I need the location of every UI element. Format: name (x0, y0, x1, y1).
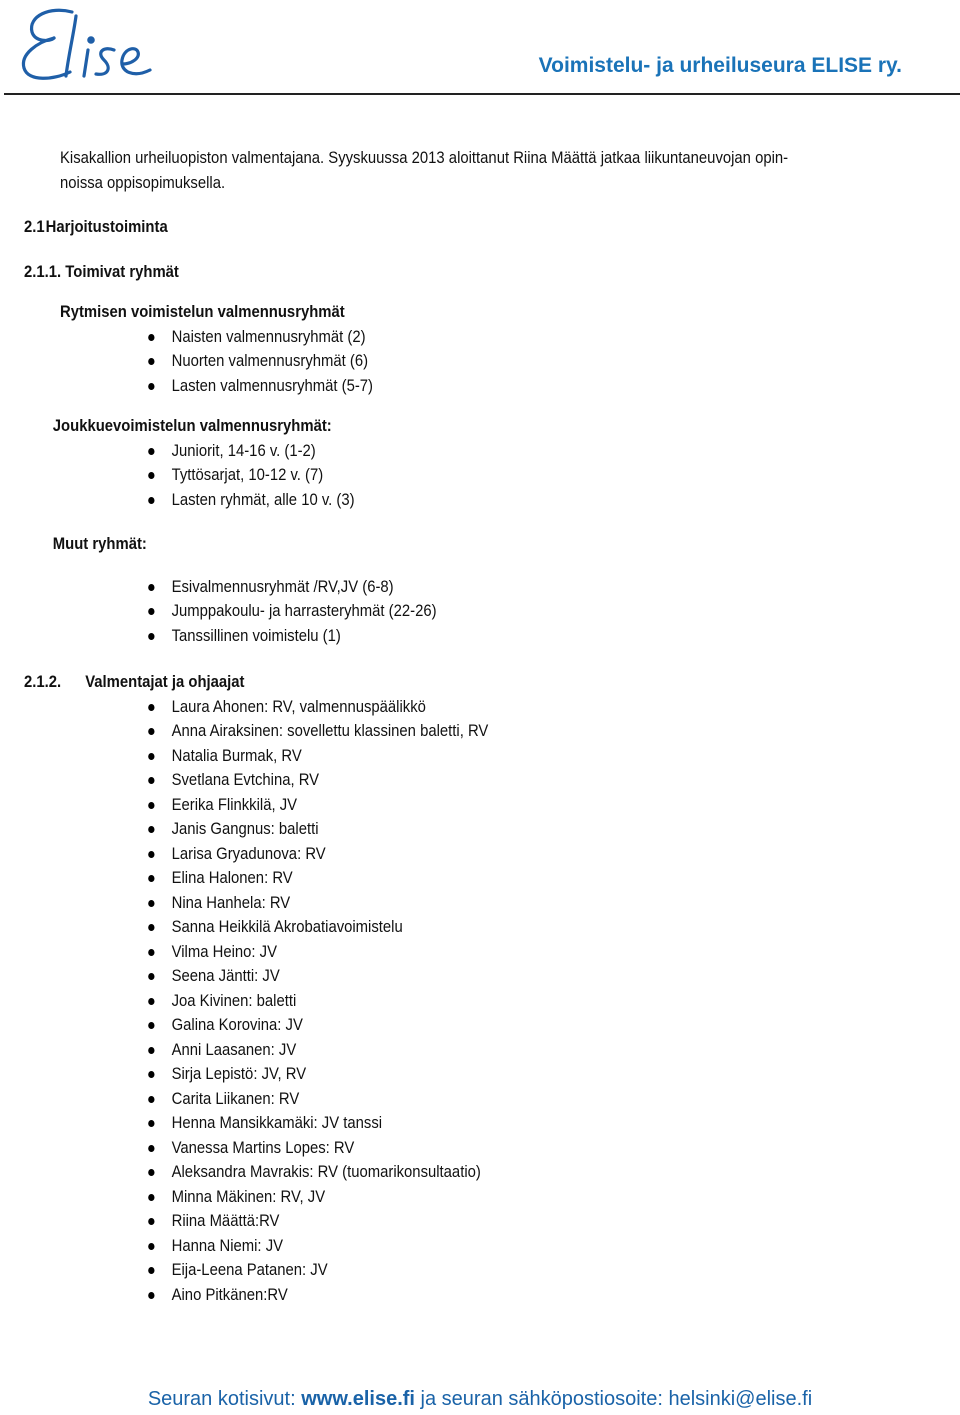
elise-logo (10, 2, 170, 92)
group-title-joukkue: Joukkuevoimistelun valmennusryhmät: (52, 417, 332, 435)
list-item: Janis Gangnus: baletti (60, 817, 834, 842)
intro-line-1: Kisakallion urheiluopiston valmentajana. Syyskuussa 2013 aloittanut Riina Määttä jatkaa liikuntaneuvojan opin- (60, 149, 789, 167)
list-item: Lasten ryhmät, alle 10 v. (3) (60, 488, 834, 513)
list-item: Vanessa Martins Lopes: RV (60, 1136, 834, 1161)
group-list-joukkue (60, 439, 834, 513)
email-link[interactable]: helsinki@elise.fi (668, 1388, 813, 1410)
list-item: Riina Määttä:RV (60, 1209, 834, 1234)
section-title: Harjoitustoiminta (45, 218, 168, 236)
page-header (0, 0, 960, 96)
list-item: Eija-Leena Patanen: JV (60, 1258, 834, 1283)
list-item: Sirja Lepistö: JV, RV (60, 1062, 834, 1087)
list-item: Nuorten valmennusryhmät (6) (60, 349, 834, 374)
list-item: Lasten valmennusryhmät (5-7) (60, 374, 834, 399)
section-heading-2-1-1: 2.1.1. Toimivat ryhmät (24, 262, 179, 281)
list-item: Aino Pitkänen:RV (60, 1283, 834, 1308)
list-item: Natalia Burmak, RV (60, 744, 834, 769)
list-item: Carita Liikanen: RV (60, 1087, 834, 1112)
page-footer (0, 1388, 960, 1411)
list-item: Seena Jäntti: JV (60, 964, 834, 989)
group-list-muut (60, 575, 834, 649)
intro-line-2: noissa oppisopimuksella. (60, 173, 226, 192)
list-item: Eerika Flinkkilä, JV (60, 793, 834, 818)
list-item: Laura Ahonen: RV, valmennuspäälikkö (60, 695, 834, 720)
list-item: Joa Kivinen: baletti (60, 989, 834, 1014)
footer-middle: ja seuran sähköpostiosoite: (414, 1388, 669, 1410)
list-item: Naisten valmennusryhmät (2) (60, 325, 834, 350)
group-title-muut: Muut ryhmät: (52, 535, 147, 553)
list-item: Elina Halonen: RV (60, 866, 834, 891)
document-body (24, 146, 834, 1307)
group-title-rytminen: Rytmisen voimistelun valmennusryhmät (60, 303, 345, 321)
list-item: Galina Korovina: JV (60, 1013, 834, 1038)
list-item: Svetlana Evtchina, RV (60, 768, 834, 793)
header-divider (4, 93, 960, 95)
list-item: Tanssillinen voimistelu (1) (60, 624, 834, 649)
list-item: Jumppakoulu- ja harrasteryhmät (22-26) (60, 599, 834, 624)
coach-list (60, 695, 834, 1308)
section-number: 2.1 (24, 218, 45, 236)
list-item: Aleksandra Mavrakis: RV (tuomarikonsultaatio) (60, 1160, 834, 1185)
list-item: Vilma Heino: JV (60, 940, 834, 965)
intro-paragraph (60, 146, 870, 195)
group-list-rytminen (60, 325, 834, 399)
list-item: Anni Laasanen: JV (60, 1038, 834, 1063)
section-heading-2-1 (24, 215, 834, 240)
list-item: Minna Mäkinen: RV, JV (60, 1185, 834, 1210)
footer-prefix: Seuran kotisivut: (147, 1388, 302, 1410)
list-item: Sanna Heikkilä Akrobatiavoimistelu (60, 915, 834, 940)
list-item: Esivalmennusryhmät /RV,JV (6-8) (60, 575, 834, 600)
list-item: Hanna Niemi: JV (60, 1234, 834, 1259)
list-item: Tyttösarjat, 10-12 v. (7) (60, 463, 834, 488)
list-item: Anna Airaksinen: sovellettu klassinen baletti, RV (60, 719, 834, 744)
list-item: Larisa Gryadunova: RV (60, 842, 834, 867)
list-item: Juniorit, 14-16 v. (1-2) (60, 439, 834, 464)
organization-title: Voimistelu- ja urheiluseura ELISE ry. (538, 54, 902, 77)
section-heading-2-1-2 (24, 670, 834, 695)
section-number: 2.1.2. (24, 673, 62, 691)
list-item: Henna Mansikkamäki: JV tanssi (60, 1111, 834, 1136)
website-link[interactable]: www.elise.fi (301, 1388, 415, 1410)
list-item: Nina Hanhela: RV (60, 891, 834, 916)
section-title: Valmentajat ja ohjaajat (85, 673, 245, 691)
